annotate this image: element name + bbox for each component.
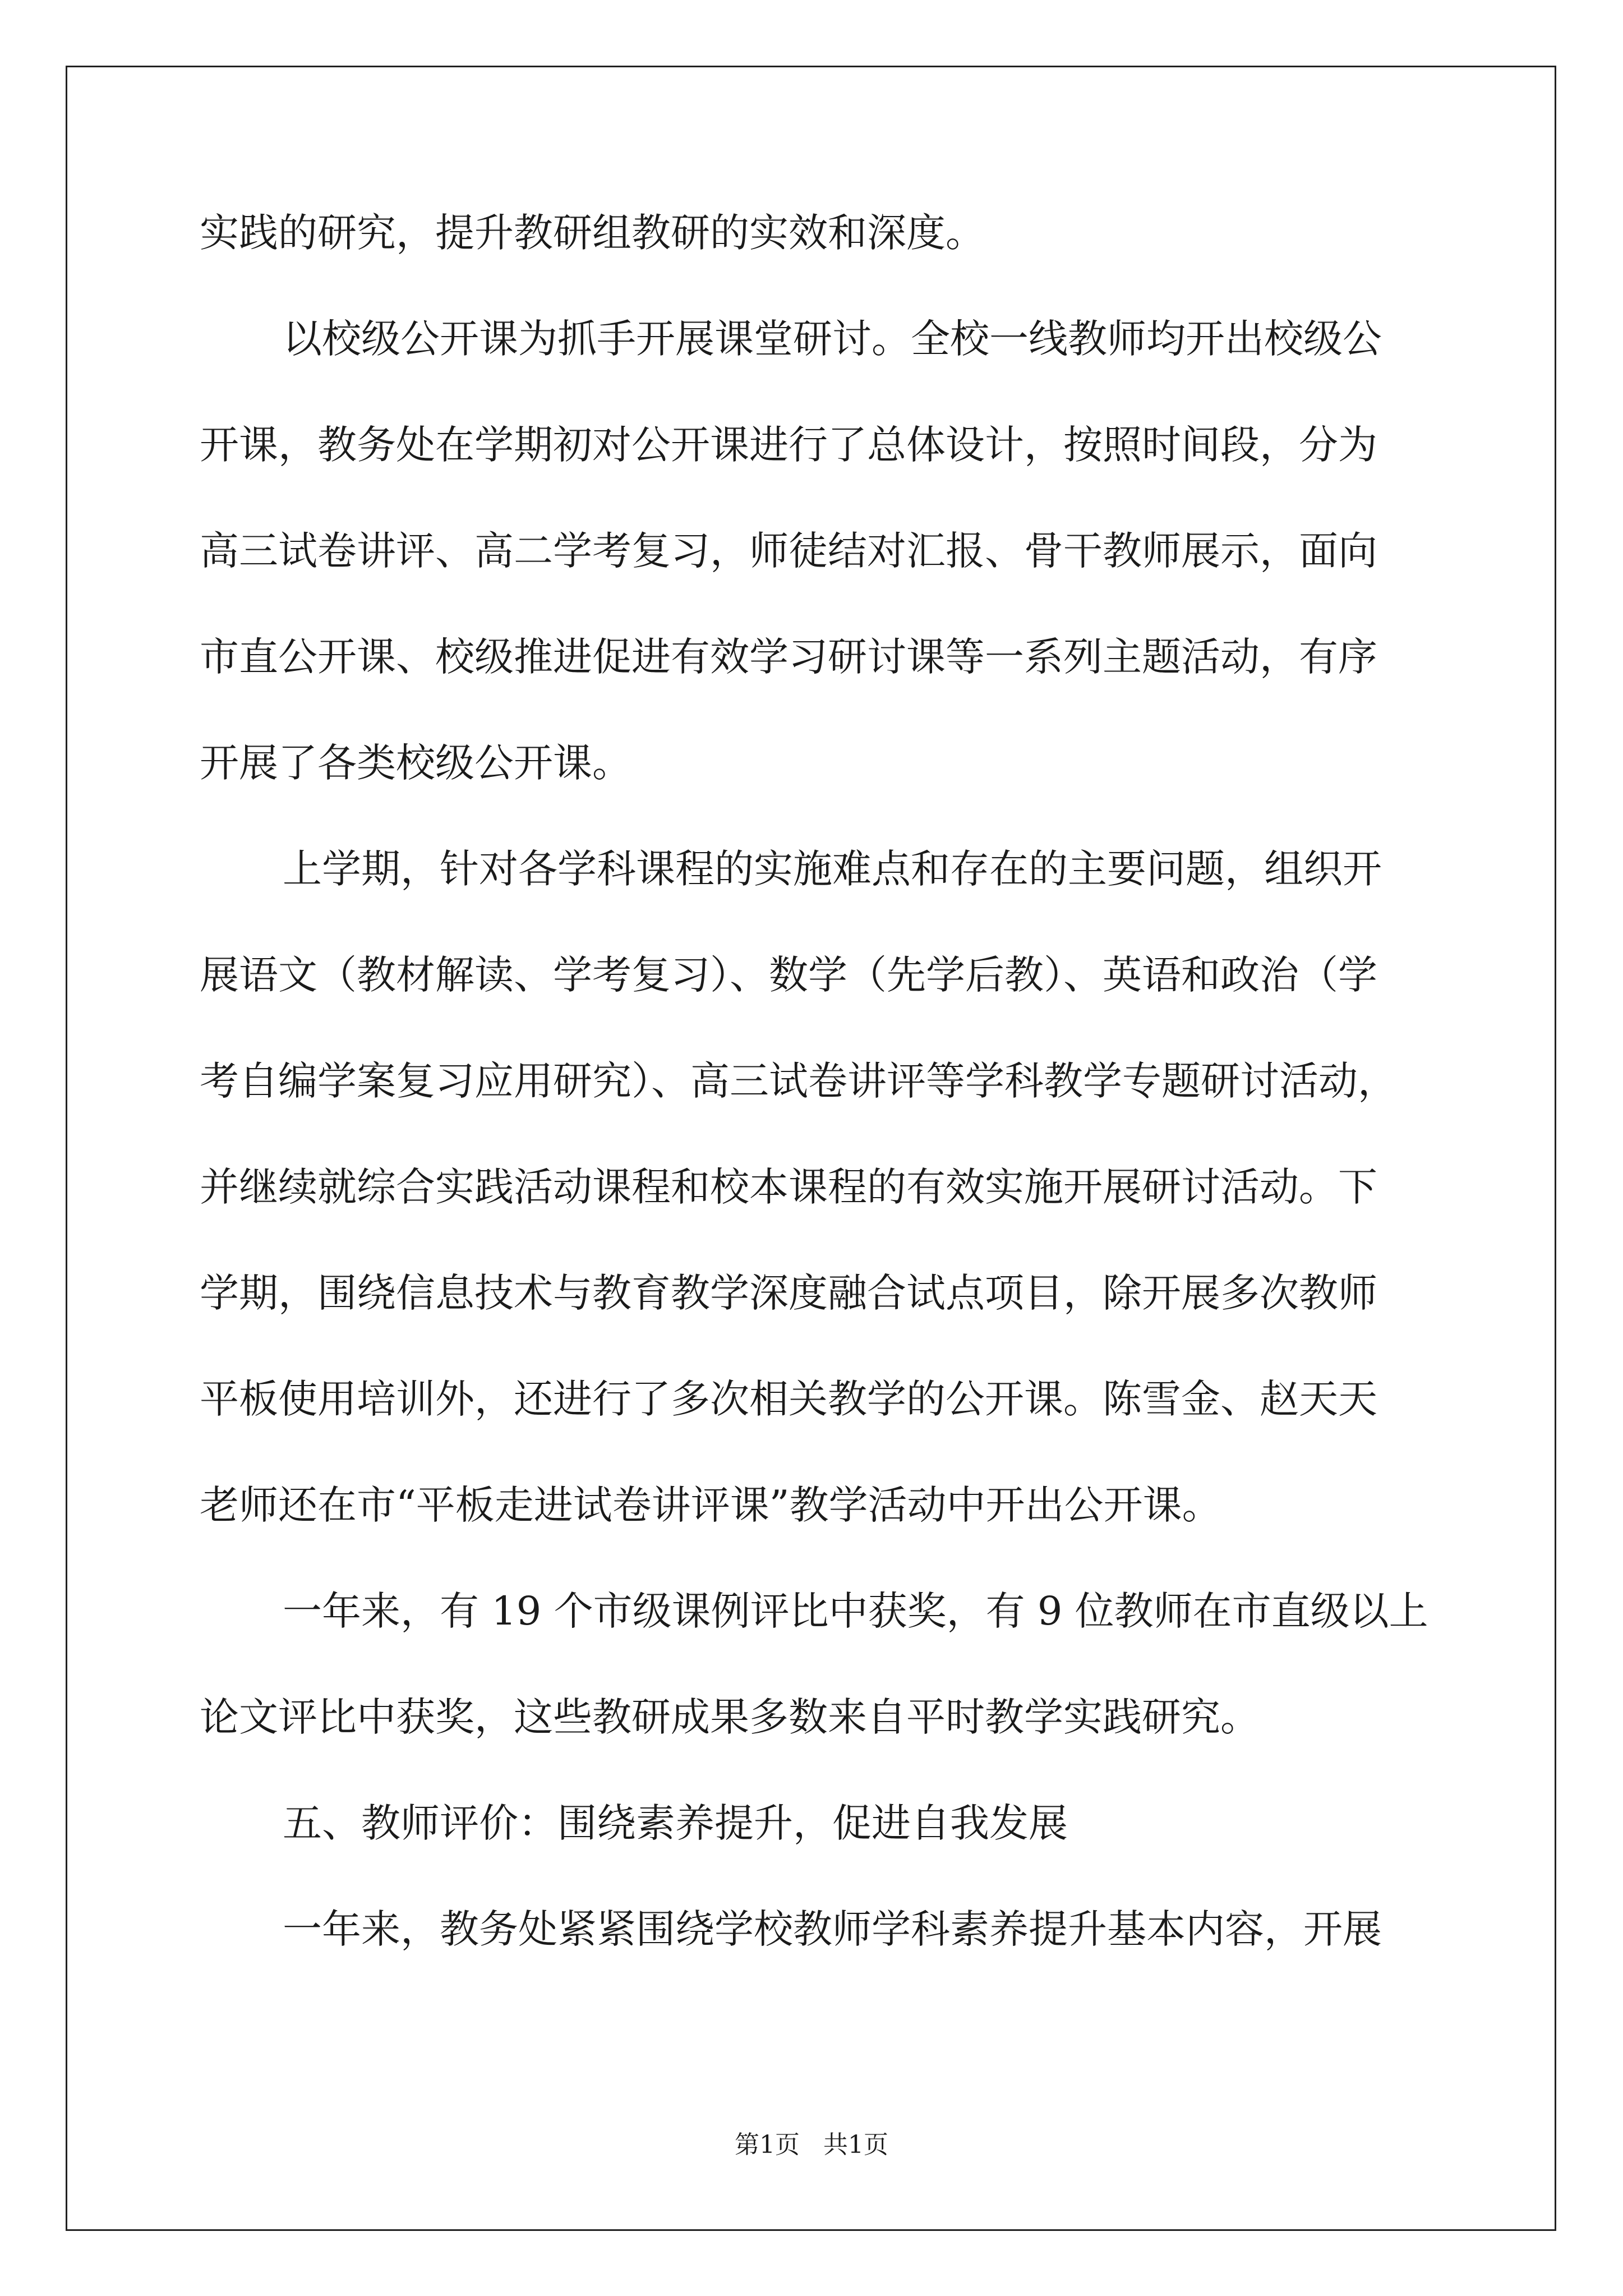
text-line: 以校级公开课为抓手开展课堂研讨。全校一线教师均开出校级公 (283, 316, 1382, 362)
text-line: 开课，教务处在学期初对公开课进行了总体设计，按照时间段，分为 (200, 422, 1377, 468)
text-line: 市直公开课、校级推进促进有效学习研讨课等一系列主题活动，有序 (200, 634, 1377, 680)
text-line: 展语文（教材解读、学考复习）、数学（先学后教）、英语和政治（学 (200, 952, 1377, 998)
text-line: 考自编学案复习应用研究）、高三试卷讲评等学科教学专题研讨活动， (200, 1058, 1397, 1104)
text-line: 高三试卷讲评、高二学考复习，师徒结对汇报、骨干教师展示，面向 (200, 528, 1377, 574)
text-line: 开展了各类校级公开课。 (200, 740, 631, 786)
text-line: 论文评比中获奖，这些教研成果多数来自平时教学实践研究。 (200, 1694, 1260, 1740)
text-line: 平板使用培训外，还进行了多次相关教学的公开课。陈雪金、赵天天 (200, 1376, 1377, 1422)
text-line: 实践的研究，提升教研组教研的实效和深度。 (200, 210, 985, 256)
text-line: 学期，围绕信息技术与教育教学深度融合试点项目，除开展多次教师 (200, 1270, 1377, 1316)
text-line: 一年来，教务处紧紧围绕学校教师学科素养提升基本内容，开展 (283, 1906, 1382, 1952)
text-line: 一年来，有 19 个市级课例评比中获奖，有 9 位教师在市直级以上 (283, 1588, 1428, 1634)
section-heading: 五、教师评价：围绕素养提升，促进自我发展 (283, 1800, 1068, 1846)
text-line: 老师还在市“平板走进试卷讲评课”教学活动中开出公开课。 (200, 1482, 1221, 1528)
page-footer: 第1页 共1页 (735, 2131, 888, 2159)
text-line: 上学期，针对各学科课程的实施难点和存在的主要问题，组织开 (283, 846, 1382, 892)
text-line: 并继续就综合实践活动课程和校本课程的有效实施开展研讨活动。下 (200, 1164, 1377, 1210)
